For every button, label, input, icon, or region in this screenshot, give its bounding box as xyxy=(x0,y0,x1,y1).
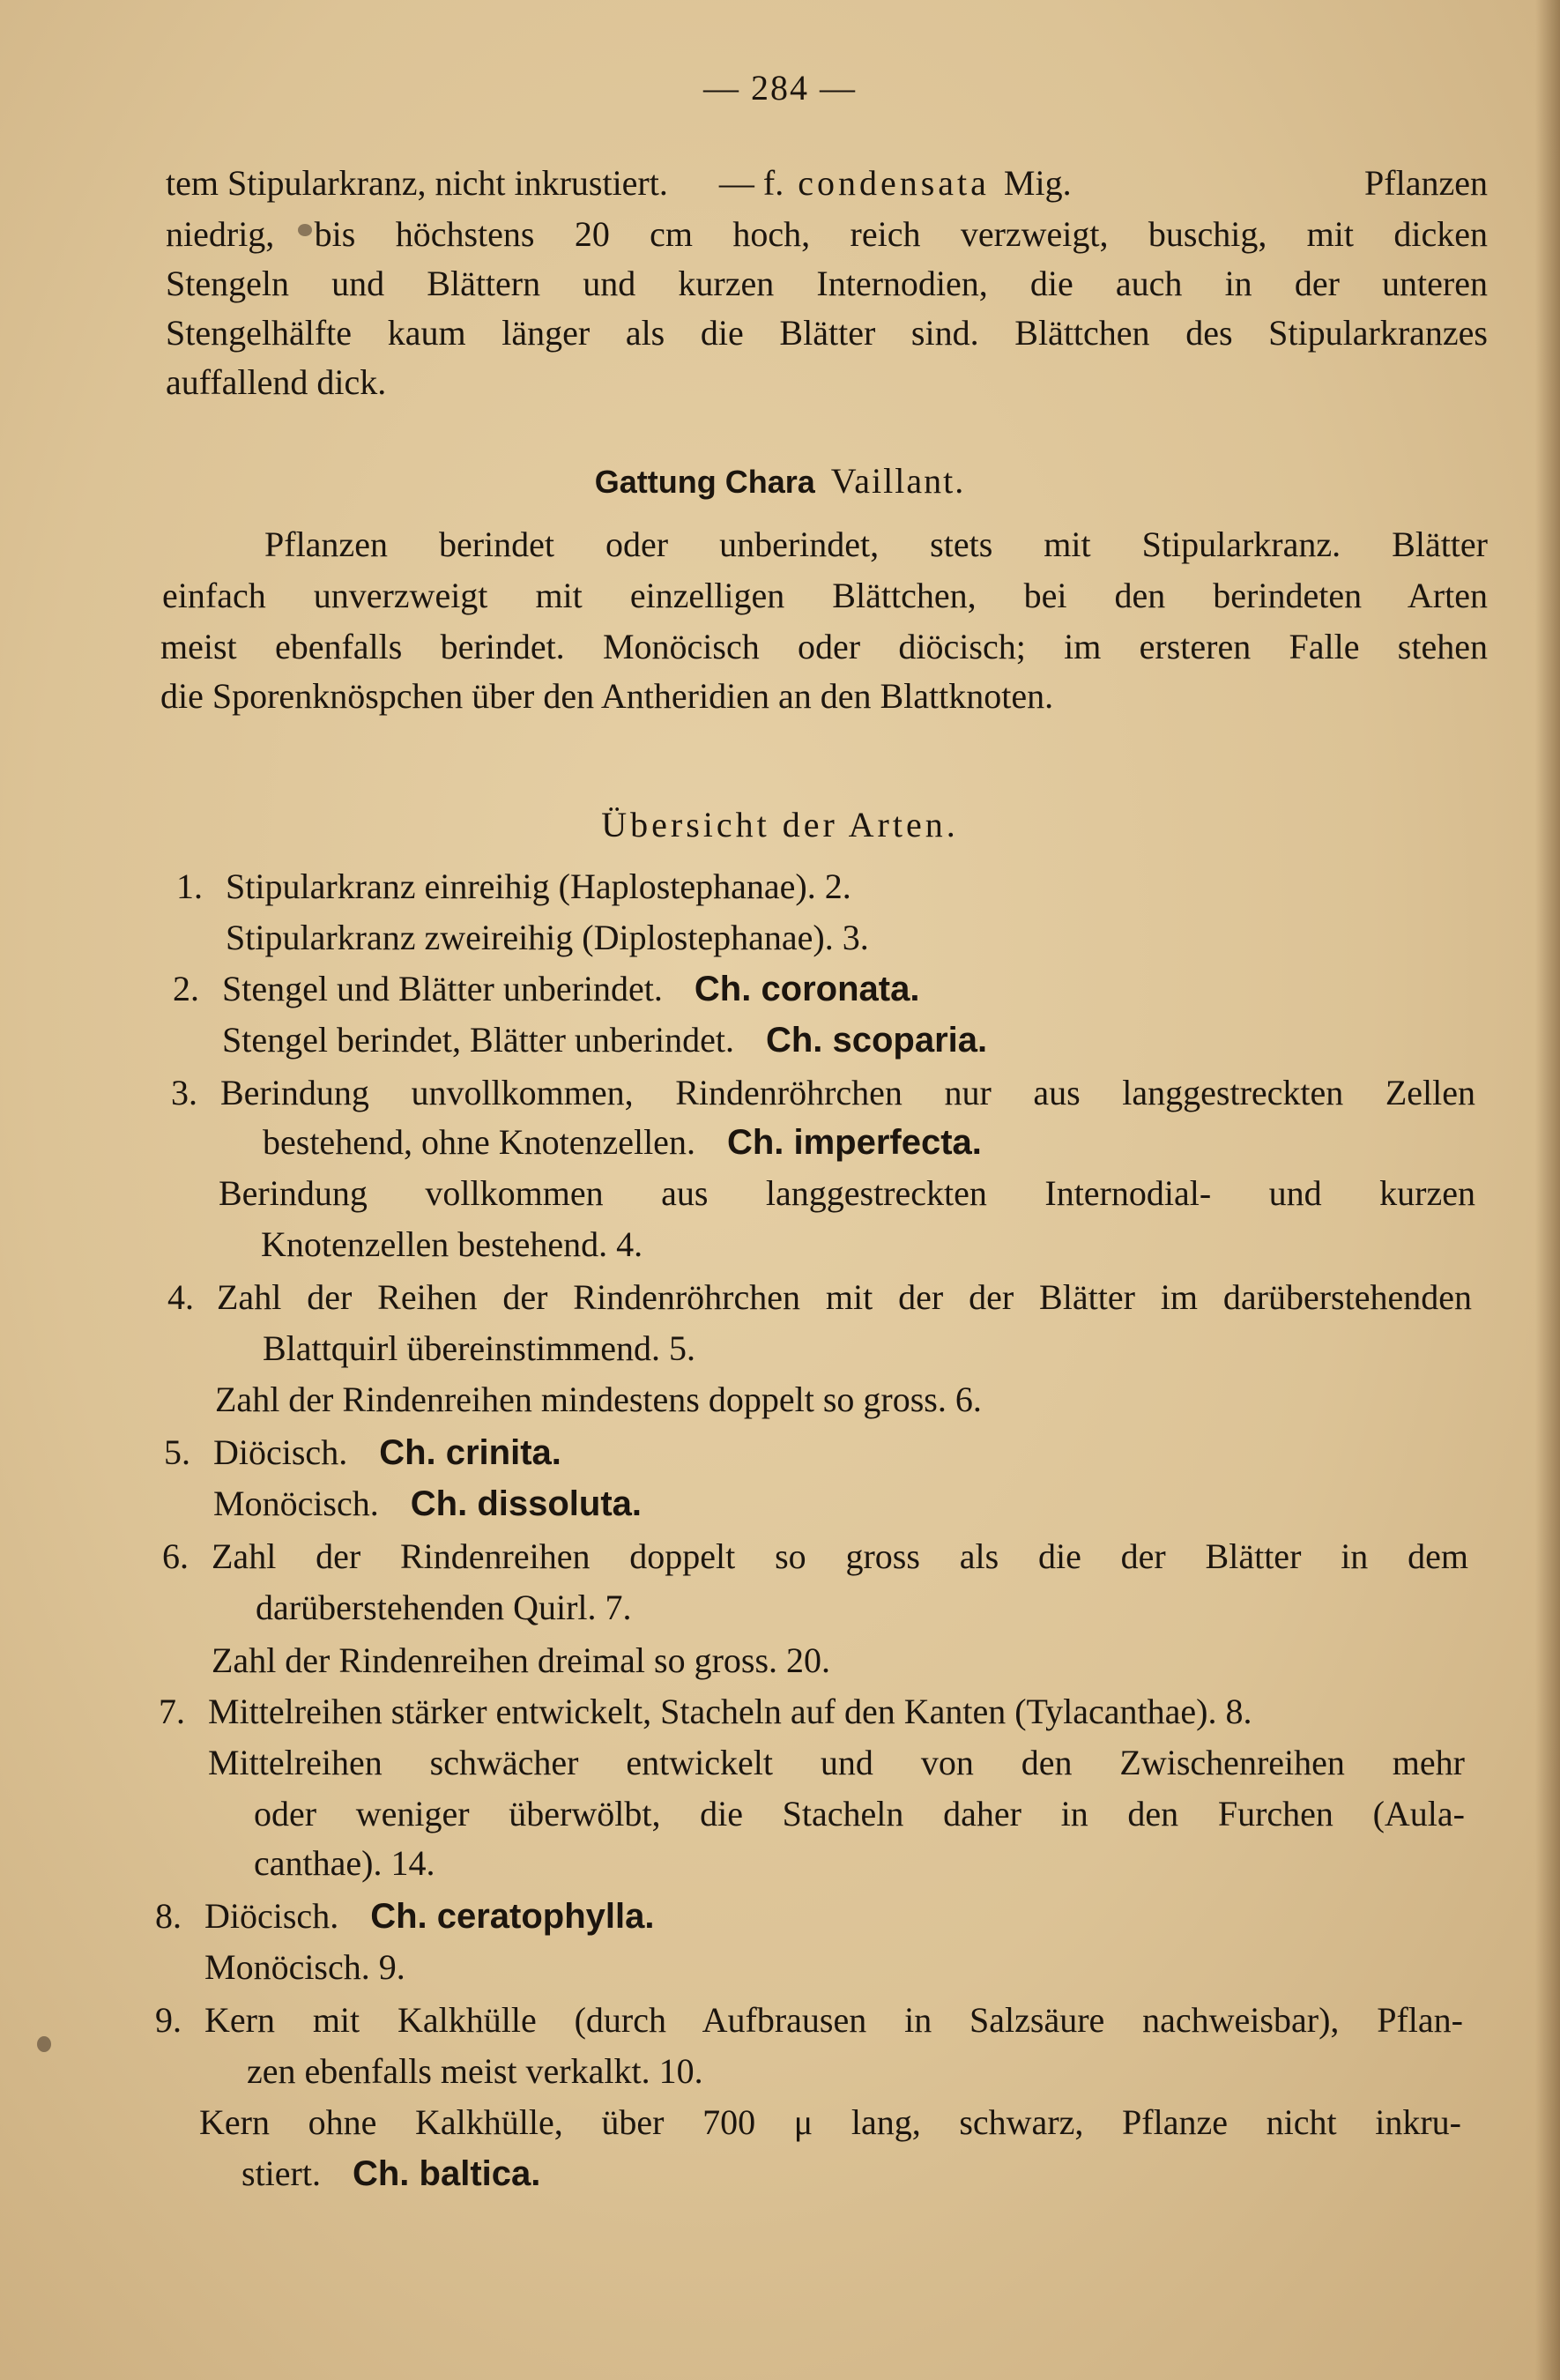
key-6b: Zahl der Rindenreihen dreimal so gross. 20. xyxy=(212,1640,831,1680)
key-4a-line-1: Zahl der Reihen der Rindenröhrchen mit der der Blätter im darüberstehenden xyxy=(217,1277,1472,1317)
key-7b-line-1: Mittelreihen schwächer entwickelt und von den Zwischenreihen mehr xyxy=(208,1743,1465,1782)
species-crinita: Ch. crinita. xyxy=(379,1433,561,1472)
key-9a-line-1: Kern mit Kalkhülle (durch Aufbrausen in Salzsäure nachweisbar), Pflan- xyxy=(204,2000,1463,2040)
key-3a-text: bestehend, ohne Knotenzellen. xyxy=(263,1122,695,1162)
species-scoparia: Ch. scoparia. xyxy=(765,1021,988,1060)
key-8a-text: Diöcisch. xyxy=(204,1896,339,1936)
page-number: — 284 — xyxy=(703,68,857,108)
description-line-2: einfach unverzweigt mit einzelligen Blättchen, bei den berindeten Arten xyxy=(162,576,1488,615)
key-8b: Monöcisch. 9. xyxy=(204,1947,405,1987)
form-author: Mig. xyxy=(1003,163,1072,203)
form-name: condensata xyxy=(798,163,990,203)
species-baltica: Ch. baltica. xyxy=(352,2154,541,2193)
intro-line-1-b: — f. xyxy=(718,163,784,203)
key-3a-line-1: Berindung unvollkommen, Rindenröhrchen nur aus langgestreckten Zellen xyxy=(220,1073,1475,1112)
key-4a-line-2: Blattquirl übereinstimmend. 5. xyxy=(263,1328,696,1368)
key-number-8: 8. xyxy=(155,1896,182,1936)
intro-line-1-e: Pflanzen xyxy=(1364,163,1488,203)
key-number-3: 3. xyxy=(171,1073,197,1112)
key-title: Übersicht der Arten. xyxy=(601,805,959,844)
key-6a-line-1: Zahl der Rindenreihen doppelt so gross als die der Blätter in dem xyxy=(212,1536,1468,1576)
key-7a: Mittelreihen stärker entwickelt, Stacheln auf den Kanten (Tylacanthae). 8. xyxy=(208,1692,1252,1731)
key-number-5: 5. xyxy=(164,1432,190,1472)
intro-line-2: niedrig, bis höchstens 20 cm hoch, reich verzweigt, buschig, mit dicken xyxy=(166,214,1488,254)
key-number-1: 1. xyxy=(176,866,203,906)
key-number-4: 4. xyxy=(167,1277,194,1317)
intro-line-1-a: tem Stipularkranz, nicht inkrustiert. xyxy=(166,163,668,203)
key-9b-text: stiert. xyxy=(241,2153,321,2193)
key-9b-line-1: Kern ohne Kalkhülle, über 700 μ lang, schwarz, Pflanze nicht inkru- xyxy=(199,2102,1461,2142)
key-1a: Stipularkranz einreihig (Haplostephanae). 2. xyxy=(226,866,851,906)
key-6a-line-2: darüberstehenden Quirl. 7. xyxy=(256,1588,632,1627)
key-7b-line-3: canthae). 14. xyxy=(254,1843,435,1883)
key-number-7: 7. xyxy=(159,1692,185,1731)
species-dissoluta: Ch. dissoluta. xyxy=(410,1484,643,1523)
description-line-4: die Sporenknöspchen über den Antheridien an den Blattknoten. xyxy=(160,676,1054,716)
description-line-1: Pflanzen berindet oder unberindet, stets mit Stipularkranz. Blätter xyxy=(264,524,1488,564)
intro-line-4: Stengelhälfte kaum länger als die Blätter sind. Blättchen des Stipularkranzes xyxy=(166,313,1488,353)
key-7b-line-2: oder weniger überwölbt, die Stacheln daher in den Furchen (Aula- xyxy=(254,1794,1465,1833)
key-5b-text: Monöcisch. xyxy=(213,1484,379,1523)
key-3b-line-1: Berindung vollkommen aus langgestreckten Internodial- und kurzen xyxy=(219,1173,1475,1213)
genus-author: Vaillant. xyxy=(830,461,966,501)
key-1b: Stipularkranz zweireihig (Diplostephanae). 3. xyxy=(226,918,869,957)
genus-heading xyxy=(0,457,1560,507)
key-2a-text: Stengel und Blätter unberindet. xyxy=(222,969,663,1008)
key-2b-text: Stengel berindet, Blätter unberindet. xyxy=(222,1020,734,1060)
key-2a xyxy=(222,964,919,1014)
key-5b xyxy=(213,1479,642,1528)
intro-line-1 xyxy=(166,159,1488,208)
description-line-3: meist ebenfalls berindet. Monöcisch oder diöcisch; im ersteren Falle stehen xyxy=(160,627,1488,666)
key-5a-text: Diöcisch. xyxy=(213,1432,348,1472)
species-coronata: Ch. coronata. xyxy=(694,970,920,1008)
key-number-9: 9. xyxy=(155,2000,182,2040)
key-2b xyxy=(222,1015,987,1065)
key-4b: Zahl der Rindenreihen mindestens doppelt so gross. 6. xyxy=(215,1380,982,1419)
key-5a xyxy=(213,1428,561,1477)
intro-line-5: auffallend dick. xyxy=(166,362,387,402)
key-3b-line-2: Knotenzellen bestehend. 4. xyxy=(261,1224,643,1264)
key-9b-line-2 xyxy=(241,2149,540,2198)
intro-line-3: Stengeln und Blättern und kurzen Internodien, die auch in der unteren xyxy=(166,264,1488,303)
species-ceratophylla: Ch. ceratophylla. xyxy=(370,1897,655,1936)
key-number-6: 6. xyxy=(162,1536,189,1576)
key-3a-line-2 xyxy=(263,1118,982,1167)
genus-name: Gattung Chara xyxy=(594,464,815,500)
key-8a xyxy=(204,1892,655,1941)
key-9a-line-2: zen ebenfalls meist verkalkt. 10. xyxy=(247,2051,703,2091)
species-imperfecta: Ch. imperfecta. xyxy=(726,1123,982,1162)
key-number-2: 2. xyxy=(173,969,199,1008)
